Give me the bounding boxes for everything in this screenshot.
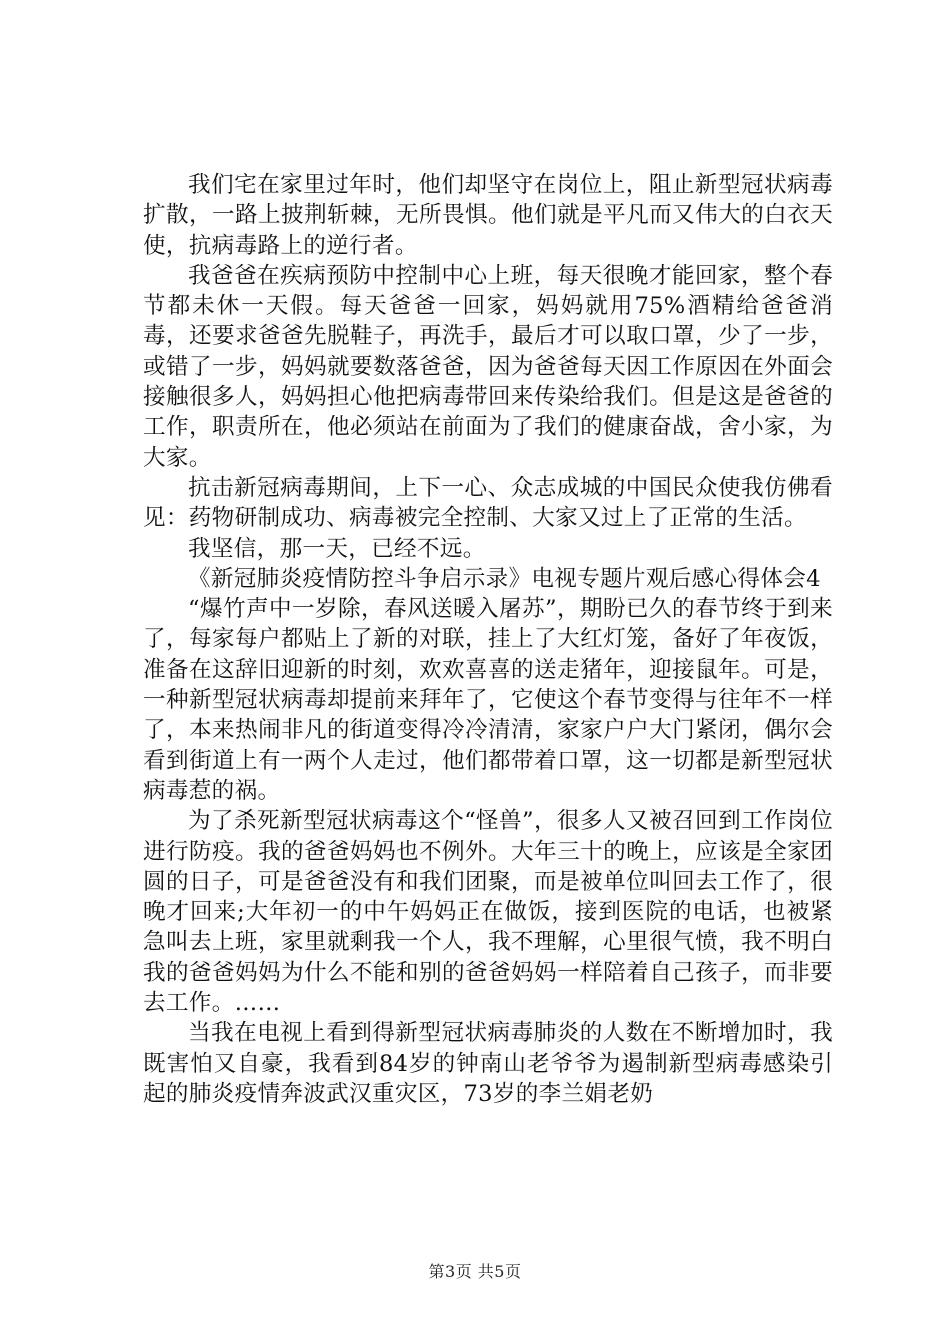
paragraph: “爆竹声中一岁除，春风送暖入屠苏”，期盼已久的春节终于到来了，每家每户都贴上了新的对联，挂上了大红灯笼，备好了年夜饭，准备在这辞旧迎新的时刻，欢欢喜喜的送走猪年，迎接鼠年。可是，一种新型冠状病毒却提前来拜年了，它使这个春节变得与往年不一样了，本来热闹非凡的街道变得冷冷清清，家家户户大门紧闭，偶尔会看到街道上有一两个人走过，他们都带着口罩，这一切都是新型冠状病毒惹的祸。 bbox=[143, 596, 833, 804]
paragraph: 我们宅在家里过年时，他们却坚守在岗位上，阻止新型冠状病毒扩散，一路上披荆斩棘，无所畏惧。他们就是平凡而又伟大的白衣天使，抗病毒路上的逆行者。 bbox=[143, 172, 833, 259]
page-number-footer: 第3页 共5页 bbox=[428, 1262, 522, 1281]
paragraph: 抗击新冠病毒期间，上下一心、众志成城的中国民众使我仿佛看见：药物研制成功、病毒被完全控制、大家又过上了正常的生活。 bbox=[143, 474, 833, 532]
paragraph: 我坚信，那一天，已经不远。 bbox=[188, 535, 486, 562]
document-body bbox=[143, 170, 833, 1109]
section-title: 《新冠肺炎疫情防控斗争启示录》电视专题片观后感心得体会4 bbox=[188, 565, 821, 592]
paragraph: 我爸爸在疾病预防中控制中心上班，每天很晚才能回家，整个春节都未休一天假。每天爸爸一回家，妈妈就用75%酒精给爸爸消毒，还要求爸爸先脱鞋子，再洗手，最后才可以取口罩，少了一步，或错了一步，妈妈就要数落爸爸，因为爸爸每天因工作原因在外面会接触很多人，妈妈担心他把病毒带回来传染给我们。但是这是爸爸的工作，职责所在，他必须站在前面为了我们的健康奋战，舍小家，为大家。 bbox=[143, 262, 833, 471]
paragraph: 为了杀死新型冠状病毒这个“怪兽”，很多人又被召回到工作岗位进行防疫。我的爸爸妈妈也不例外。大年三十的晚上，应该是全家团圆的日子，可是爸爸没有和我们团聚，而是被单位叫回去工作了，很晚才回来;大年初一的中午妈妈正在做饭，接到医院的电话，也被紧急叫去上班，家里就剩我一个人，我不理解，心里很气愤，我不明白我的爸爸妈妈为什么不能和别的爸爸妈妈一样陪着自己孩子，而非要去工作。…… bbox=[143, 808, 833, 1017]
paragraph: 当我在电视上看到得新型冠状病毒肺炎的人数在不断增加时，我既害怕又自豪，我看到84岁的钟南山老爷爷为遏制新型病毒感染引起的肺炎疫情奔波武汉重灾区，73岁的李兰娟老奶 bbox=[143, 1020, 833, 1107]
